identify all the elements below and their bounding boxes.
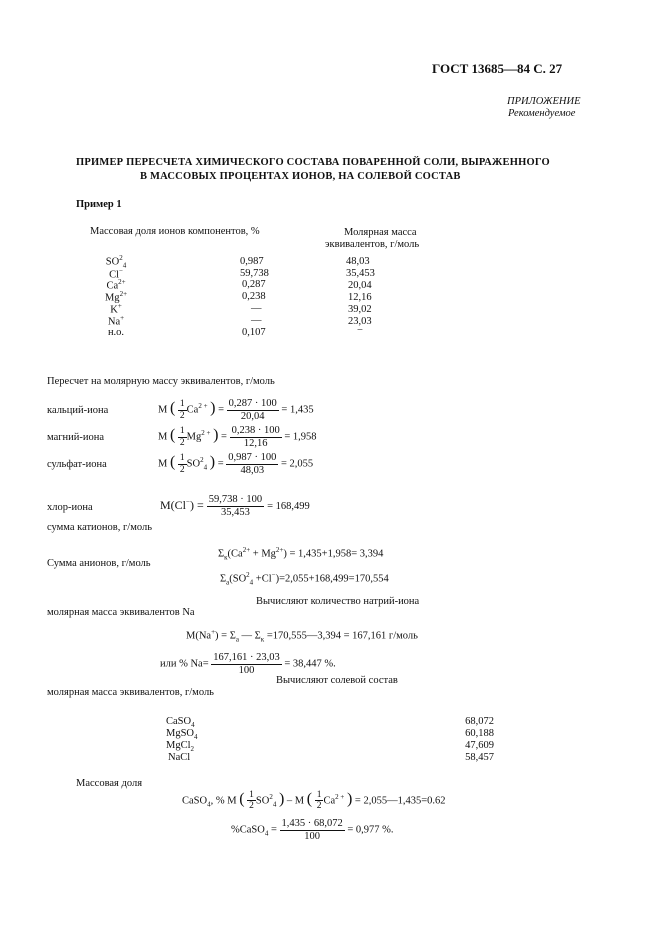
- mass-fraction-cell: 0,287: [242, 279, 266, 290]
- molar-mass-cell: −: [357, 325, 363, 336]
- mass-fraction-cell: —: [251, 315, 262, 326]
- ion-name: Mg: [104, 292, 120, 304]
- calcium-label: кальций-иона: [47, 405, 109, 416]
- ion-name: н.о.: [107, 327, 125, 338]
- ion-charge: 2+: [118, 278, 126, 286]
- salt-row-value: 68,072: [465, 716, 494, 727]
- table-col1-header: Массовая доля ионов компонентов, %: [90, 226, 260, 237]
- ion-charge: 2: [119, 254, 123, 262]
- cations-sum-label: сумма катионов, г/моль: [47, 522, 153, 533]
- mass-fraction-line2: %CaSO$_4$ = $\frac{1,435 \cdot 68,072}{100}$ = 0,977 %.: [231, 818, 394, 842]
- salt-row-value: 58,457: [465, 752, 494, 763]
- salt-label: молярная масса эквивалентов, г/моль: [47, 687, 214, 698]
- salt-row-name: MgSO$_4$: [166, 728, 198, 742]
- anions-sum-label: Сумма анионов, г/моль: [47, 558, 151, 569]
- ion-name: Na: [107, 316, 121, 328]
- sodium-percent-formula: или % Na= $\frac{167,161 \cdot 23,03}{100}$ = 38,447 %.: [160, 652, 336, 676]
- mass-fraction-cell: 0,987: [240, 256, 264, 267]
- sodium-formula: $M(Na^+) = \Sigma_а$ — $\Sigma_к$ =170,555—3,394 = 167,161 г/моль: [186, 628, 418, 644]
- molar-mass-cell: 35,453: [346, 268, 375, 279]
- ion-name: SO: [105, 256, 120, 268]
- sulfate-formula: M ( $\frac{1}{2}$ $SO^2_4$ ) = $\frac{0,987 \cdot 100}{48,03}$ = 2,055: [158, 452, 314, 476]
- salt-row-name: MgCl$_2$: [166, 740, 195, 754]
- table-col2-header-line1: Молярная масса: [344, 227, 417, 238]
- recommended-label: Рекомендуемое: [508, 108, 576, 119]
- chlorine-label: хлор-иона: [47, 502, 93, 513]
- mass-fraction-cell: 59,738: [240, 268, 269, 279]
- sulfate-label: сульфат-иона: [47, 459, 107, 470]
- document-title-line1: ПРИМЕР ПЕРЕСЧЕТА ХИМИЧЕСКОГО СОСТАВА ПОВАРЕННОЙ СОЛИ, ВЫРАЖЕННОГО: [76, 157, 550, 168]
- example-heading: Пример 1: [76, 199, 122, 210]
- molar-mass-cell: 39,02: [348, 304, 372, 315]
- mass-fraction-label: Массовая доля: [76, 778, 143, 789]
- recalc-intro: Пересчет на молярную массу эквивалентов, г/моль: [47, 376, 275, 387]
- table-col2-header-line2: эквивалентов, г/моль: [325, 239, 420, 250]
- magnesium-label: магний-иона: [47, 432, 105, 443]
- molar-mass-cell: 48,03: [346, 256, 370, 267]
- ion-subscript: 4: [122, 261, 127, 270]
- anions-sum-formula: $\Sigma_а(SO^2_4 +Cl^-)=2,055+168,499=170,554$: [220, 571, 389, 587]
- salt-row-value: 47,609: [465, 740, 494, 751]
- chlorine-formula: M(Cl−) = $\frac{59,738 \cdot 100}{35,453}$ = 168,499: [160, 494, 310, 518]
- salt-row-value: 60,188: [465, 728, 494, 739]
- ion-name: Ca: [106, 280, 119, 292]
- molar-mass-cell: 23,03: [348, 316, 372, 327]
- molar-mass-cell: 12,16: [348, 292, 372, 303]
- ion-charge: −: [118, 267, 123, 275]
- cations-sum-formula: $\Sigma_к(Ca^{2+} + Mg^{2+}) = 1,435+1,958= 3,394$: [218, 546, 384, 562]
- ion-name: K: [110, 304, 118, 316]
- mass-fraction-cell: 0,107: [242, 327, 266, 338]
- magnesium-formula: M ( $\frac{1}{2}$ $Mg^{2 +}$ ) = $\frac{0,238 \cdot 100}{12,16}$ = 1,958: [158, 425, 317, 449]
- document-title-line2: В МАССОВЫХ ПРОЦЕНТАХ ИОНОВ, НА СОЛЕВОЙ СОСТАВ: [140, 171, 461, 182]
- salt-heading: Вычисляют солевой состав: [276, 675, 398, 686]
- sodium-label: молярная масса эквивалентов Na: [47, 607, 195, 618]
- ion-charge: +: [117, 302, 122, 310]
- appendix-label: ПРИЛОЖЕНИЕ: [507, 96, 581, 107]
- calcium-formula: M ( $\frac{1}{2}$ $Ca^{2 +}$ ) = $\frac{0,287 \cdot 100}{20,04}$ = 1,435: [158, 398, 314, 422]
- ion-name: Cl: [109, 269, 119, 281]
- mass-fraction-line1: CaSO$_4$, % M ( $\frac{1}{2}$ $SO^2_4$ ) – M ( $\frac{1}{2}$ $Ca^{2 +}$ ) = 2,055—1,435=0.62: [182, 790, 446, 812]
- molar-mass-cell: 20,04: [348, 280, 372, 291]
- mass-fraction-cell: —: [251, 303, 262, 314]
- ion-charge: 2+: [119, 290, 128, 298]
- table-row: [86, 327, 146, 339]
- page-header: ГОСТ 13685—84 С. 27: [432, 61, 563, 76]
- ion-charge: +: [120, 314, 125, 322]
- mass-fraction-cell: 0,238: [242, 291, 266, 302]
- salt-row-name: CaSO$_4$: [166, 716, 195, 730]
- salt-row-name: NaCl: [168, 752, 191, 763]
- sodium-heading: Вычисляют количество натрий-иона: [256, 596, 420, 607]
